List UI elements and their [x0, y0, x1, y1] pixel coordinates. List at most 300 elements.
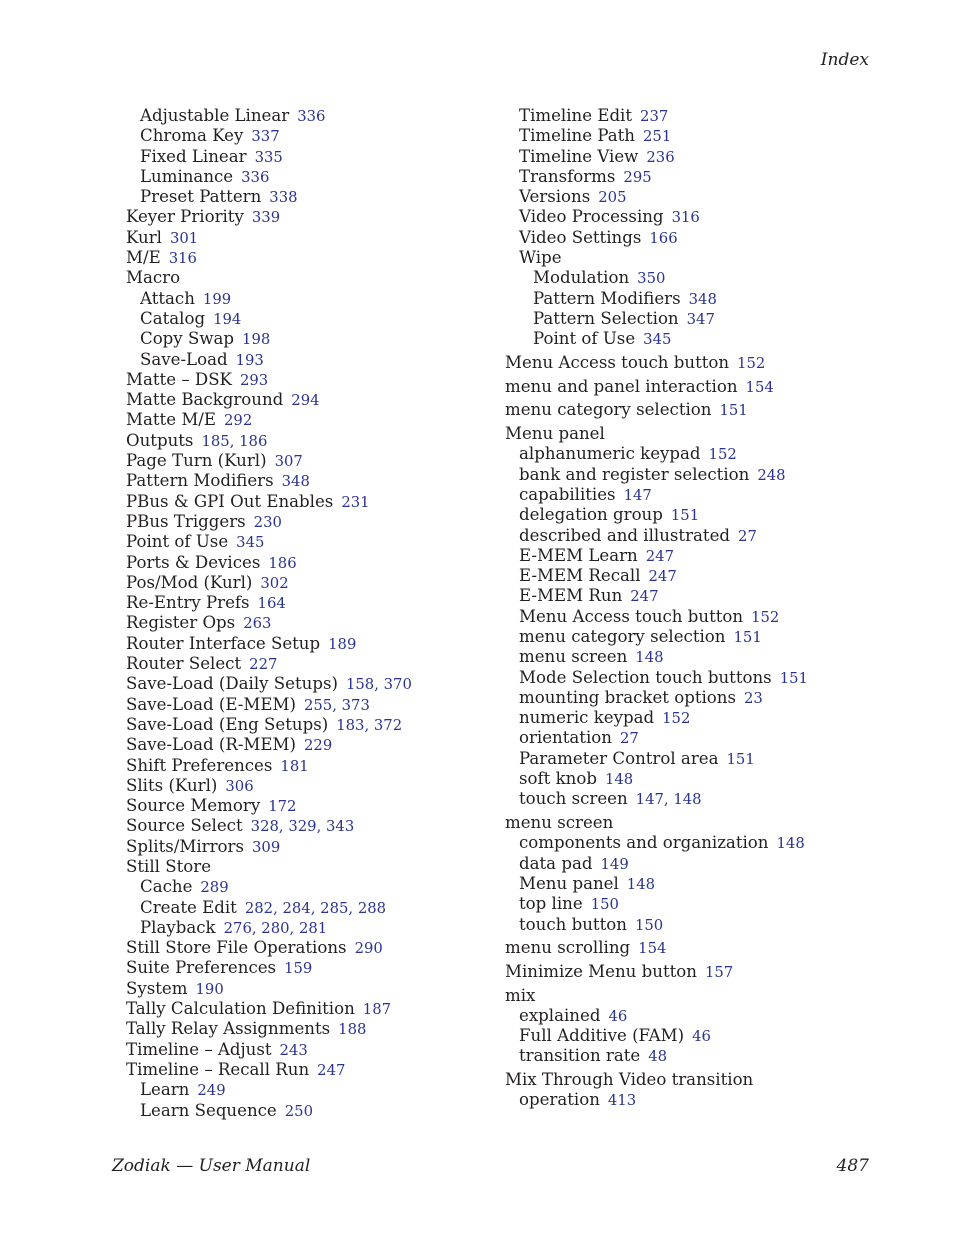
- page-link[interactable]: 345: [236, 534, 265, 552]
- index-entry: [126, 289, 486, 309]
- index-term: Macro: [126, 268, 181, 288]
- page-link[interactable]: 302: [260, 574, 289, 592]
- page-link[interactable]: 372: [373, 716, 403, 734]
- page-link[interactable]: 157: [704, 963, 734, 981]
- index-term: Matte – DSK: [126, 369, 232, 389]
- page-references: [624, 487, 652, 504]
- index-term: Timeline Edit: [519, 106, 633, 125]
- index-term: Fixed Linear: [140, 146, 247, 166]
- page-link[interactable]: 148: [626, 875, 656, 893]
- page-link[interactable]: 152: [751, 608, 780, 626]
- page-references: [620, 730, 639, 747]
- index-term: Video Processing: [519, 207, 664, 227]
- index-term: PBus & GPI Out Enables: [126, 491, 334, 511]
- page-link[interactable]: 152: [662, 710, 691, 728]
- page-link[interactable]: 187: [362, 1001, 392, 1019]
- page-link[interactable]: 284: [282, 899, 311, 917]
- index-term: Pattern Selection: [533, 308, 679, 328]
- page-link[interactable]: 27: [738, 527, 757, 545]
- index-entry: [505, 268, 885, 288]
- page-references: [757, 467, 785, 484]
- page-link[interactable]: 188: [338, 1021, 367, 1039]
- page-references: [291, 392, 319, 409]
- index-entry: [126, 573, 486, 593]
- page-link[interactable]: 251: [643, 128, 672, 146]
- page-references: 282, 284, 285, 288: [244, 899, 387, 917]
- index-entry: [505, 749, 885, 769]
- index-term: Save-Load (E-MEM): [126, 694, 296, 714]
- page-references: [197, 1082, 225, 1099]
- page-references: [195, 981, 223, 998]
- index-entry: [126, 431, 486, 451]
- index-entry: [126, 106, 486, 126]
- page-link[interactable]: 164: [257, 595, 286, 613]
- index-entry: [126, 756, 486, 776]
- index-entry: [505, 986, 885, 1006]
- page-link[interactable]: 255: [303, 696, 333, 714]
- index-entry: [505, 647, 885, 667]
- page-references: [671, 507, 699, 524]
- index-entry: [505, 1026, 885, 1046]
- page-link[interactable]: 338: [269, 189, 298, 207]
- index-term: Register Ops: [126, 613, 236, 633]
- page-link[interactable]: 227: [249, 656, 278, 674]
- page-link[interactable]: 186: [268, 554, 297, 572]
- page-link[interactable]: 154: [638, 940, 667, 958]
- page-references: [284, 960, 312, 977]
- page-link[interactable]: 152: [737, 354, 766, 372]
- index-entry: [505, 485, 885, 505]
- index-term: menu screen: [519, 647, 628, 667]
- page-references: [268, 555, 296, 572]
- index-entry: [126, 451, 486, 471]
- index-term: Luminance: [140, 166, 234, 186]
- page-link[interactable]: 185: [201, 432, 230, 450]
- index-entry: [126, 228, 486, 248]
- index-entry: [505, 894, 885, 914]
- page-link[interactable]: 316: [671, 209, 700, 227]
- page-references: [213, 311, 241, 328]
- index-term: Parameter Control area: [519, 748, 719, 768]
- index-entry: [126, 309, 486, 329]
- page-link[interactable]: 337: [251, 128, 280, 146]
- index-entry: [505, 1006, 885, 1026]
- index-entry: [126, 390, 486, 410]
- page-link[interactable]: 198: [242, 331, 271, 349]
- index-term: Adjustable Linear: [140, 106, 290, 125]
- page-references: [591, 896, 619, 913]
- page-link[interactable]: 292: [224, 412, 253, 430]
- index-entry: [126, 695, 486, 715]
- index-term: delegation group: [519, 505, 663, 525]
- page-references: [268, 798, 296, 815]
- index-entry: [126, 126, 486, 146]
- index-term: Kurl: [126, 227, 162, 247]
- page-references: [689, 291, 717, 308]
- page-link[interactable]: 336: [241, 168, 270, 186]
- page-references: [200, 879, 228, 896]
- page-link[interactable]: 370: [383, 676, 412, 694]
- index-term: Keyer Priority: [126, 207, 244, 227]
- index-term: Still Store File Operations: [126, 938, 347, 958]
- index-term: Wipe: [519, 248, 562, 268]
- page-link[interactable]: 350: [637, 270, 666, 288]
- page-references: [282, 473, 310, 490]
- index-entry: [505, 1070, 885, 1090]
- index-term: M/E: [126, 248, 161, 268]
- page-link[interactable]: 250: [284, 1102, 313, 1120]
- index-entry: [505, 444, 885, 464]
- index-entry: [126, 593, 486, 613]
- index-term: Timeline Path: [519, 126, 635, 146]
- page-link[interactable]: 189: [328, 635, 357, 653]
- page-references: 276, 280, 281: [223, 919, 328, 937]
- index-entry: [126, 370, 486, 390]
- page-link[interactable]: 347: [686, 310, 715, 328]
- page-link[interactable]: 306: [225, 777, 254, 795]
- page-link[interactable]: 282: [244, 899, 274, 917]
- index-term: Splits/Mirrors: [126, 836, 244, 856]
- index-entry: [505, 607, 885, 627]
- page-link[interactable]: 276: [223, 919, 252, 937]
- index-entry: [126, 492, 486, 512]
- index-term: menu screen: [505, 813, 614, 833]
- page-references: [203, 291, 231, 308]
- index-term: Copy Swap: [140, 329, 235, 349]
- index-term: Video Settings: [519, 227, 642, 247]
- index-term: touch button: [519, 914, 627, 934]
- index-entry: [505, 1046, 885, 1066]
- page-references: [687, 311, 715, 328]
- page-references: [260, 575, 288, 592]
- page-link[interactable]: 373: [341, 696, 370, 714]
- page-link[interactable]: 249: [197, 1082, 226, 1100]
- index-entry: [126, 1080, 486, 1100]
- page-link[interactable]: 290: [354, 940, 383, 958]
- page-link[interactable]: 231: [341, 493, 370, 511]
- index-entry: [126, 958, 486, 978]
- page-references: [269, 189, 297, 206]
- index-term: menu scrolling: [505, 938, 631, 958]
- page-link[interactable]: 151: [719, 402, 748, 420]
- page-link[interactable]: 48: [648, 1048, 668, 1066]
- index-term: orientation: [519, 728, 612, 748]
- index-entry: [126, 999, 486, 1019]
- page-references: [623, 169, 651, 186]
- index-term: operation: [519, 1090, 600, 1110]
- index-term: Still Store: [126, 856, 212, 876]
- page-references: [317, 1062, 345, 1079]
- index-entry: [505, 813, 885, 833]
- page-link[interactable]: 147: [623, 486, 652, 504]
- page-references: [297, 108, 325, 125]
- index-entry: [126, 147, 486, 167]
- index-term: Learn Sequence: [140, 1100, 277, 1120]
- page-references: [738, 528, 757, 545]
- index-entry: [505, 526, 885, 546]
- page-references: [236, 352, 264, 369]
- index-entry: [505, 833, 885, 853]
- page-references: [780, 670, 808, 687]
- page-references: [630, 588, 658, 605]
- page-link[interactable]: 183: [336, 716, 365, 734]
- page-link[interactable]: 150: [634, 916, 664, 934]
- page-link[interactable]: 348: [281, 473, 310, 491]
- page-references: [258, 595, 286, 612]
- index-term: Playback: [140, 917, 216, 937]
- page-link[interactable]: 316: [168, 250, 197, 268]
- page-references: [304, 737, 332, 754]
- page-references: [746, 379, 774, 396]
- page-references: [598, 189, 626, 206]
- page-link[interactable]: 152: [708, 446, 737, 464]
- index-term: menu category selection: [519, 626, 726, 646]
- index-term: Point of Use: [126, 532, 229, 552]
- page-link[interactable]: 229: [304, 737, 333, 755]
- page-references: [240, 372, 268, 389]
- index-entry: [126, 1101, 486, 1121]
- page-link[interactable]: 295: [623, 168, 652, 186]
- page-link[interactable]: 154: [745, 378, 774, 396]
- page-link[interactable]: 281: [298, 919, 328, 937]
- index-term: mounting bracket options: [519, 687, 736, 707]
- page-link[interactable]: 243: [279, 1041, 308, 1059]
- index-entry: [126, 268, 486, 288]
- page-references: 328, 329, 343: [250, 818, 355, 836]
- page-link[interactable]: 301: [169, 229, 199, 247]
- page-link[interactable]: 329: [288, 818, 317, 836]
- page-link[interactable]: 148: [635, 649, 664, 667]
- index-term: Pattern Modifiers: [533, 288, 681, 308]
- page-link[interactable]: 193: [235, 351, 264, 369]
- index-entry: [126, 674, 486, 694]
- page-references: [252, 839, 280, 856]
- index-entry: [126, 918, 486, 938]
- index-entry: [126, 715, 486, 735]
- page-link[interactable]: 288: [357, 899, 387, 917]
- page-link[interactable]: 247: [630, 588, 659, 606]
- page-link[interactable]: 248: [757, 466, 786, 484]
- index-term: Menu panel: [505, 424, 605, 444]
- index-entry: [505, 566, 885, 586]
- index-entry: [126, 613, 486, 633]
- page-link[interactable]: 205: [598, 189, 627, 207]
- page-link[interactable]: 199: [202, 290, 232, 308]
- index-entry: [505, 586, 885, 606]
- page-link[interactable]: 336: [297, 108, 326, 125]
- index-term: E-MEM Learn: [519, 545, 638, 565]
- page-link[interactable]: 166: [649, 229, 678, 247]
- page-link[interactable]: 236: [646, 148, 675, 166]
- index-entry: [505, 854, 885, 874]
- footer-title: Zodiak — User Manual: [112, 1156, 311, 1176]
- page-link[interactable]: 348: [688, 290, 717, 308]
- page-link[interactable]: 343: [326, 818, 355, 836]
- index-entry: [126, 553, 486, 573]
- page-references: [646, 548, 674, 565]
- index-term: Matte M/E: [126, 410, 217, 430]
- index-term: Point of Use: [533, 329, 636, 349]
- page-link[interactable]: 289: [200, 879, 229, 897]
- page-link[interactable]: 181: [280, 757, 309, 775]
- page-link[interactable]: 151: [733, 628, 762, 646]
- page-link[interactable]: 151: [670, 507, 700, 525]
- page-references: [672, 209, 700, 226]
- page-link[interactable]: 186: [239, 432, 268, 450]
- index-term: Pos/Mod (Kurl): [126, 572, 253, 592]
- index-term: capabilities: [519, 484, 616, 504]
- index-term: Outputs: [126, 430, 194, 450]
- index-term: Chroma Key: [140, 126, 244, 146]
- index-term: Create Edit: [140, 897, 237, 917]
- index-entry: [505, 248, 885, 268]
- index-entry: [505, 400, 885, 420]
- page-link[interactable]: 345: [643, 331, 672, 349]
- page-references: [637, 270, 665, 287]
- page-references: 183, 372: [336, 716, 403, 734]
- page-link[interactable]: 159: [284, 960, 313, 978]
- page-link[interactable]: 158: [345, 676, 375, 694]
- page-references: [643, 331, 671, 348]
- index-term: components and organization: [519, 833, 769, 853]
- index-term: alphanumeric keypad: [519, 444, 701, 464]
- page-references: [251, 128, 279, 145]
- page-link[interactable]: 151: [726, 750, 755, 768]
- page-link[interactable]: 335: [254, 148, 283, 166]
- page-link[interactable]: 151: [779, 669, 808, 687]
- page-references: [635, 649, 663, 666]
- index-entry: [126, 979, 486, 999]
- index-term: Learn: [140, 1080, 190, 1100]
- page-link[interactable]: 413: [607, 1092, 637, 1110]
- index-entry: [126, 938, 486, 958]
- index-term: Re-Entry Prefs: [126, 593, 250, 613]
- index-term: Pattern Modifiers: [126, 471, 274, 491]
- index-entry: [505, 728, 885, 748]
- page-link[interactable]: 294: [291, 392, 320, 410]
- page-references: [280, 758, 308, 775]
- index-term: Save-Load (Eng Setups): [126, 714, 329, 734]
- index-term: data pad: [519, 853, 593, 873]
- index-term: E-MEM Recall: [519, 566, 641, 586]
- page-link[interactable]: 148: [604, 771, 634, 789]
- index-term: bank and register selection: [519, 464, 750, 484]
- index-term: Ports & Devices: [126, 552, 261, 572]
- page-references: [733, 629, 761, 646]
- index-entry: [126, 248, 486, 268]
- page-link[interactable]: 339: [251, 209, 281, 227]
- page-references: [224, 412, 252, 429]
- page-link[interactable]: 150: [590, 896, 619, 914]
- page-link[interactable]: 149: [600, 855, 629, 873]
- index-term: System: [126, 978, 188, 998]
- index-entry: [126, 471, 486, 491]
- page-references: [225, 778, 253, 795]
- index-entry: [126, 350, 486, 370]
- index-term: Versions: [519, 187, 591, 207]
- index-entry: [505, 377, 885, 397]
- page-references: [751, 609, 779, 626]
- page-number: 487: [836, 1156, 869, 1176]
- page-references: [709, 446, 737, 463]
- page-references: [640, 108, 668, 125]
- index-entry: [505, 789, 885, 809]
- page-references: [328, 636, 356, 653]
- index-entry: [505, 938, 885, 958]
- page-references: [255, 149, 283, 166]
- page-link[interactable]: 307: [274, 453, 303, 471]
- page-link[interactable]: 247: [317, 1061, 346, 1079]
- page-link[interactable]: 27: [619, 730, 639, 748]
- index-entry: [126, 776, 486, 796]
- page-references: [627, 876, 655, 893]
- page-references: [605, 771, 633, 788]
- page-link[interactable]: 46: [608, 1007, 628, 1025]
- page-link[interactable]: 194: [213, 310, 242, 328]
- page-link[interactable]: 46: [692, 1028, 711, 1046]
- index-entry: [126, 410, 486, 430]
- index-term: Transforms: [519, 166, 616, 186]
- page-references: [280, 1042, 308, 1059]
- page-references: [705, 964, 733, 981]
- index-term: Mode Selection touch buttons: [519, 667, 772, 687]
- page-link[interactable]: 328: [250, 818, 279, 836]
- index-entry: [126, 532, 486, 552]
- page-link[interactable]: 285: [320, 899, 349, 917]
- index-entry: [505, 289, 885, 309]
- page-link[interactable]: 247: [645, 547, 674, 565]
- page-link[interactable]: 309: [251, 838, 281, 856]
- index-entry: [505, 465, 885, 485]
- page-link[interactable]: 247: [648, 568, 677, 586]
- page-references: [643, 128, 671, 145]
- page-references: [252, 209, 280, 226]
- index-term: numeric keypad: [519, 708, 655, 728]
- index-entry: [505, 668, 885, 688]
- page-link[interactable]: 147: [635, 791, 664, 809]
- page-references: [275, 453, 303, 470]
- page-link[interactable]: 280: [261, 919, 290, 937]
- page-references: 158, 370: [345, 676, 412, 694]
- page-link[interactable]: 293: [239, 371, 269, 389]
- index-term: Menu Access touch button: [519, 606, 744, 626]
- page-link[interactable]: 190: [195, 980, 224, 998]
- page-references: [692, 1028, 711, 1045]
- page-link[interactable]: 237: [640, 108, 669, 125]
- index-term: Page Turn (Kurl): [126, 451, 267, 471]
- index-entry: [126, 512, 486, 532]
- index-term: Tally Relay Assignments: [126, 1019, 331, 1039]
- page-link[interactable]: 148: [776, 835, 805, 853]
- page-link[interactable]: 23: [744, 689, 763, 707]
- page-references: [169, 250, 197, 267]
- index-term: soft knob: [519, 769, 597, 789]
- page-link[interactable]: 230: [253, 513, 282, 531]
- page-references: [649, 568, 677, 585]
- index-term: Suite Preferences: [126, 958, 277, 978]
- page-link[interactable]: 263: [243, 615, 272, 633]
- page-link[interactable]: 172: [268, 798, 297, 816]
- index-term: Preset Pattern: [140, 187, 262, 207]
- index-entry: [126, 207, 486, 227]
- index-term: Save-Load (R-MEM): [126, 735, 297, 755]
- page-link[interactable]: 148: [673, 791, 702, 809]
- page-references: [243, 615, 271, 632]
- index-entry: [126, 898, 486, 918]
- index-term: Mix Through Video transition: [505, 1070, 754, 1090]
- index-term: Full Additive (FAM): [519, 1026, 685, 1046]
- index-entry: [505, 353, 885, 373]
